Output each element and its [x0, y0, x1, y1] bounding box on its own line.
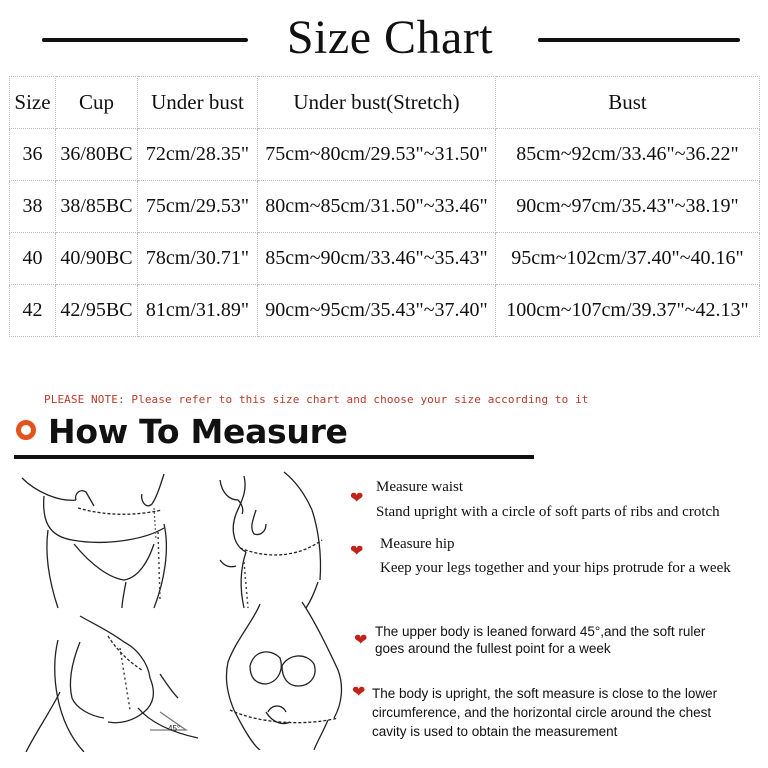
heading-rule — [14, 455, 534, 459]
hip-detail: Keep your legs together and your hips protrude for a week — [380, 560, 731, 576]
cell-under-bust: 81cm/31.89" — [138, 285, 258, 337]
page-title: Size Chart — [286, 11, 494, 64]
cell-under-bust-stretch: 85cm~90cm/33.46"~35.43" — [258, 233, 496, 285]
heart-icon: ❤ — [350, 543, 364, 560]
cell-bust: 90cm~97cm/35.43"~38.19" — [496, 181, 760, 233]
table-row — [10, 181, 760, 233]
bust-lean-illustration — [20, 612, 200, 752]
waist-detail: Stand upright with a circle of soft parts of ribs and crotch — [376, 504, 720, 520]
title-row — [0, 8, 768, 64]
cell-under-bust-stretch: 75cm~80cm/29.53"~31.50" — [258, 129, 496, 181]
header-size: Size — [10, 77, 56, 129]
bust-upright-line2: circumference, and the horizontal circle around the chest — [372, 705, 712, 720]
cell-bust: 100cm~107cm/39.37"~42.13" — [496, 285, 760, 337]
cell-cup: 36/80BC — [56, 129, 138, 181]
heart-icon: ❤ — [354, 632, 368, 649]
cell-under-bust-stretch: 90cm~95cm/35.43"~37.40" — [258, 285, 496, 337]
bust-upright-line3: cavity is used to obtain the measurement — [372, 724, 618, 739]
table-row — [10, 233, 760, 285]
hip-title: Measure hip — [380, 536, 455, 552]
header-bust: Bust — [496, 77, 760, 129]
bust-upright-illustration — [210, 600, 360, 750]
bust-upright-line1: The body is upright, the soft measure is close to the lower — [372, 686, 718, 701]
hip-illustration — [200, 470, 340, 610]
table-header-row — [10, 77, 760, 129]
angle-label: 45° — [168, 724, 181, 733]
title-rule-left — [42, 38, 248, 42]
title-rule-right — [538, 38, 740, 42]
cell-under-bust: 78cm/30.71" — [138, 233, 258, 285]
bust-lean-line2: goes around the fullest point for a week — [375, 641, 611, 656]
cell-size: 42 — [10, 285, 56, 337]
heart-icon: ❤ — [352, 684, 366, 701]
cell-size: 40 — [10, 233, 56, 285]
cell-under-bust-stretch: 80cm~85cm/31.50"~33.46" — [258, 181, 496, 233]
cell-bust: 85cm~92cm/33.46"~36.22" — [496, 129, 760, 181]
header-under-bust: Under bust — [138, 77, 258, 129]
size-note: PLEASE NOTE: Please refer to this size chart and choose your size according to it — [44, 393, 589, 406]
cell-under-bust: 75cm/29.53" — [138, 181, 258, 233]
header-under-bust-stretch: Under bust(Stretch) — [258, 77, 496, 129]
waist-illustration — [14, 470, 184, 610]
table-row — [10, 285, 760, 337]
cell-bust: 95cm~102cm/37.40"~40.16" — [496, 233, 760, 285]
size-table — [9, 76, 760, 337]
ring-icon — [16, 420, 36, 440]
table-row — [10, 129, 760, 181]
cell-cup: 42/95BC — [56, 285, 138, 337]
waist-title: Measure waist — [376, 479, 464, 495]
cell-size: 36 — [10, 129, 56, 181]
heart-icon: ❤ — [350, 490, 364, 507]
cell-size: 38 — [10, 181, 56, 233]
cell-under-bust: 72cm/28.35" — [138, 129, 258, 181]
how-to-measure-title: How To Measure — [48, 412, 348, 451]
cell-cup: 38/85BC — [56, 181, 138, 233]
cell-cup: 40/90BC — [56, 233, 138, 285]
header-cup: Cup — [56, 77, 138, 129]
bust-lean-line1: The upper body is leaned forward 45°,and the soft ruler — [375, 624, 706, 639]
